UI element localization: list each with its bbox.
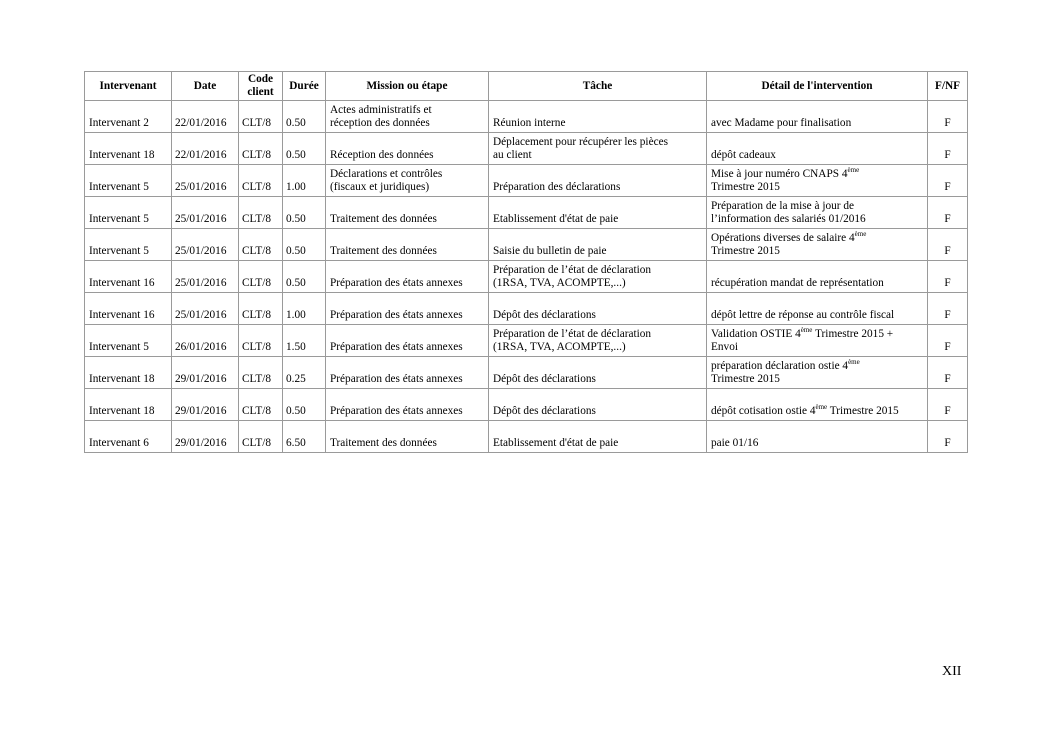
intervention-table [84,71,968,453]
cell-detail-line [711,405,923,418]
detail-text: dépôt cadeaux [711,149,776,161]
table-row [85,197,968,229]
detail-text: Mise à jour numéro CNAPS 4 [711,168,848,180]
cell-mission [326,261,489,293]
cell-detail [707,101,928,133]
cell-fnf: F [928,357,968,389]
cell-date: 25/01/2016 [172,261,239,293]
cell-intervenant: Intervenant 18 [85,357,172,389]
cell-mission-line: Préparation des états annexes [330,405,463,417]
cell-mission [326,357,489,389]
header-fnf: F/NF [928,72,968,101]
cell-date: 25/01/2016 [172,197,239,229]
cell-duree: 1.00 [283,293,326,325]
cell-code-client: CLT/8 [239,421,283,453]
detail-text: Trimestre 2015 [711,181,780,193]
cell-date: 26/01/2016 [172,325,239,357]
cell-duree: 0.50 [283,389,326,421]
cell-tache-line: Saisie du bulletin de paie [493,245,607,257]
header-code-line2: client [247,86,274,98]
header-tache: Tâche [489,72,707,101]
cell-tache [489,325,707,357]
cell-code-client: CLT/8 [239,389,283,421]
ordinal-superscript: ème [800,326,813,334]
cell-detail-line [711,168,923,181]
cell-detail-line [711,373,923,386]
cell-fnf: F [928,261,968,293]
ordinal-superscript: ème [815,403,828,411]
cell-mission-line: Préparation des états annexes [330,277,463,289]
table-row [85,325,968,357]
cell-duree: 0.25 [283,357,326,389]
cell-detail-line [711,200,923,213]
cell-tache [489,229,707,261]
detail-text: Validation OSTIE 4 [711,328,801,340]
cell-tache-line: Etablissement d'état de paie [493,437,619,449]
cell-tache-line: Préparation des déclarations [493,181,621,193]
cell-code-client: CLT/8 [239,357,283,389]
cell-detail [707,197,928,229]
cell-detail-line [711,245,923,258]
cell-detail-line [711,181,923,194]
detail-text: récupération mandat de représentation [711,277,884,289]
cell-date: 22/01/2016 [172,101,239,133]
cell-detail-line [711,277,923,290]
cell-tache [489,389,707,421]
header-date: Date [172,72,239,101]
cell-date: 29/01/2016 [172,357,239,389]
cell-tache [489,421,707,453]
cell-tache [489,165,707,197]
cell-fnf: F [928,229,968,261]
detail-text: Trimestre 2015 [711,373,780,385]
cell-tache-line: Dépôt des déclarations [493,309,596,321]
cell-mission [326,197,489,229]
cell-code-client: CLT/8 [239,165,283,197]
cell-tache-line: Dépôt des déclarations [493,373,596,385]
cell-detail [707,325,928,357]
cell-fnf: F [928,133,968,165]
cell-fnf: F [928,165,968,197]
cell-fnf: F [928,325,968,357]
cell-mission-line: Réception des données [330,149,434,161]
cell-detail [707,229,928,261]
cell-mission-line: Déclarations et contrôles [330,168,443,180]
cell-tache [489,293,707,325]
cell-tache [489,357,707,389]
cell-intervenant: Intervenant 18 [85,389,172,421]
cell-detail-line [711,149,923,162]
cell-intervenant: Intervenant 5 [85,229,172,261]
cell-date: 29/01/2016 [172,421,239,453]
table-row [85,133,968,165]
cell-code-client: CLT/8 [239,261,283,293]
cell-code-client: CLT/8 [239,325,283,357]
cell-mission [326,325,489,357]
ordinal-superscript: ème [848,358,860,366]
cell-detail [707,357,928,389]
cell-mission [326,293,489,325]
cell-detail [707,421,928,453]
header-intervenant: Intervenant [85,72,172,101]
cell-fnf: F [928,421,968,453]
cell-intervenant: Intervenant 16 [85,261,172,293]
cell-tache-line: Préparation de l’état de déclaration [493,328,652,340]
cell-tache-line: au client [493,149,532,161]
cell-duree: 6.50 [283,421,326,453]
cell-tache-line: (1RSA, TVA, ACOMPTE,...) [493,277,626,289]
table-row [85,101,968,133]
cell-mission-line: Préparation des états annexes [330,341,463,353]
ordinal-superscript: ème [854,230,867,238]
cell-mission-line: (fiscaux et juridiques) [330,181,430,193]
detail-text: Envoi [711,341,738,353]
cell-duree: 1.50 [283,325,326,357]
cell-detail-line [711,341,923,354]
cell-intervenant: Intervenant 2 [85,101,172,133]
page-number: XII [942,664,962,679]
cell-duree: 0.50 [283,197,326,229]
cell-code-client: CLT/8 [239,229,283,261]
cell-tache-line: Dépôt des déclarations [493,405,596,417]
cell-tache [489,197,707,229]
table-row [85,229,968,261]
cell-detail-line [711,328,923,341]
detail-text: Trimestre 2015 [827,405,899,417]
cell-tache-line: Etablissement d'état de paie [493,213,619,225]
cell-code-client: CLT/8 [239,101,283,133]
cell-intervenant: Intervenant 6 [85,421,172,453]
cell-tache-line: (1RSA, TVA, ACOMPTE,...) [493,341,626,353]
cell-tache-line: Déplacement pour récupérer les pièces [493,136,669,148]
cell-mission [326,389,489,421]
cell-mission [326,165,489,197]
cell-duree: 0.50 [283,133,326,165]
detail-text: préparation déclaration ostie 4 [711,360,849,372]
cell-intervenant: Intervenant 5 [85,325,172,357]
table-row [85,261,968,293]
cell-fnf: F [928,101,968,133]
cell-date: 25/01/2016 [172,229,239,261]
cell-tache [489,133,707,165]
cell-tache-line: Préparation de l’état de déclaration [493,264,652,276]
detail-text: paie 01/16 [711,437,759,449]
table-body [85,101,968,453]
detail-text: dépôt lettre de réponse au contrôle fiscal [711,309,895,321]
header-code-client [239,72,283,101]
cell-detail-line [711,117,923,130]
cell-duree: 0.50 [283,101,326,133]
detail-text: dépôt cotisation ostie 4 [711,405,816,417]
detail-text: avec Madame pour finalisation [711,117,852,129]
cell-date: 25/01/2016 [172,165,239,197]
detail-text: l’information des salariés 01/2016 [711,213,866,225]
detail-text: Préparation de la mise à jour de [711,200,855,212]
table-row [85,421,968,453]
cell-detail [707,261,928,293]
detail-text: Opérations diverses de salaire 4 [711,232,855,244]
cell-fnf: F [928,197,968,229]
ordinal-superscript: ème [847,166,860,174]
cell-detail-line [711,360,923,373]
cell-mission-line: Préparation des états annexes [330,373,463,385]
cell-intervenant: Intervenant 5 [85,197,172,229]
cell-detail [707,165,928,197]
header-duree: Durée [283,72,326,101]
cell-intervenant: Intervenant 5 [85,165,172,197]
cell-mission [326,133,489,165]
cell-tache-line: Réunion interne [493,117,566,129]
cell-mission [326,101,489,133]
cell-mission-line: Traitement des données [330,437,437,449]
cell-mission-line: Traitement des données [330,245,437,257]
header-code-line1: Code [247,73,274,85]
cell-intervenant: Intervenant 16 [85,293,172,325]
cell-detail [707,133,928,165]
table-row [85,357,968,389]
cell-detail [707,389,928,421]
cell-date: 25/01/2016 [172,293,239,325]
cell-tache [489,261,707,293]
cell-detail-line [711,437,923,450]
table-row [85,389,968,421]
cell-duree: 0.50 [283,229,326,261]
cell-mission-line: Traitement des données [330,213,437,225]
cell-detail [707,293,928,325]
header-detail: Détail de l'intervention [707,72,928,101]
table-row [85,293,968,325]
cell-detail-line [711,232,923,245]
cell-detail-line [711,309,923,322]
cell-mission-line: réception des données [330,117,430,129]
cell-duree: 1.00 [283,165,326,197]
cell-mission-line: Actes administratifs et [330,104,432,116]
table-header-row [85,72,968,101]
cell-date: 22/01/2016 [172,133,239,165]
cell-mission [326,421,489,453]
cell-intervenant: Intervenant 18 [85,133,172,165]
cell-fnf: F [928,293,968,325]
cell-mission [326,229,489,261]
detail-text: Trimestre 2015 + [812,328,894,340]
cell-duree: 0.50 [283,261,326,293]
cell-mission-line: Préparation des états annexes [330,309,463,321]
detail-text: Trimestre 2015 [711,245,780,257]
cell-code-client: CLT/8 [239,133,283,165]
cell-code-client: CLT/8 [239,197,283,229]
header-mission: Mission ou étape [326,72,489,101]
table-row [85,165,968,197]
cell-code-client: CLT/8 [239,293,283,325]
cell-tache [489,101,707,133]
cell-fnf: F [928,389,968,421]
cell-detail-line [711,213,923,226]
cell-date: 29/01/2016 [172,389,239,421]
